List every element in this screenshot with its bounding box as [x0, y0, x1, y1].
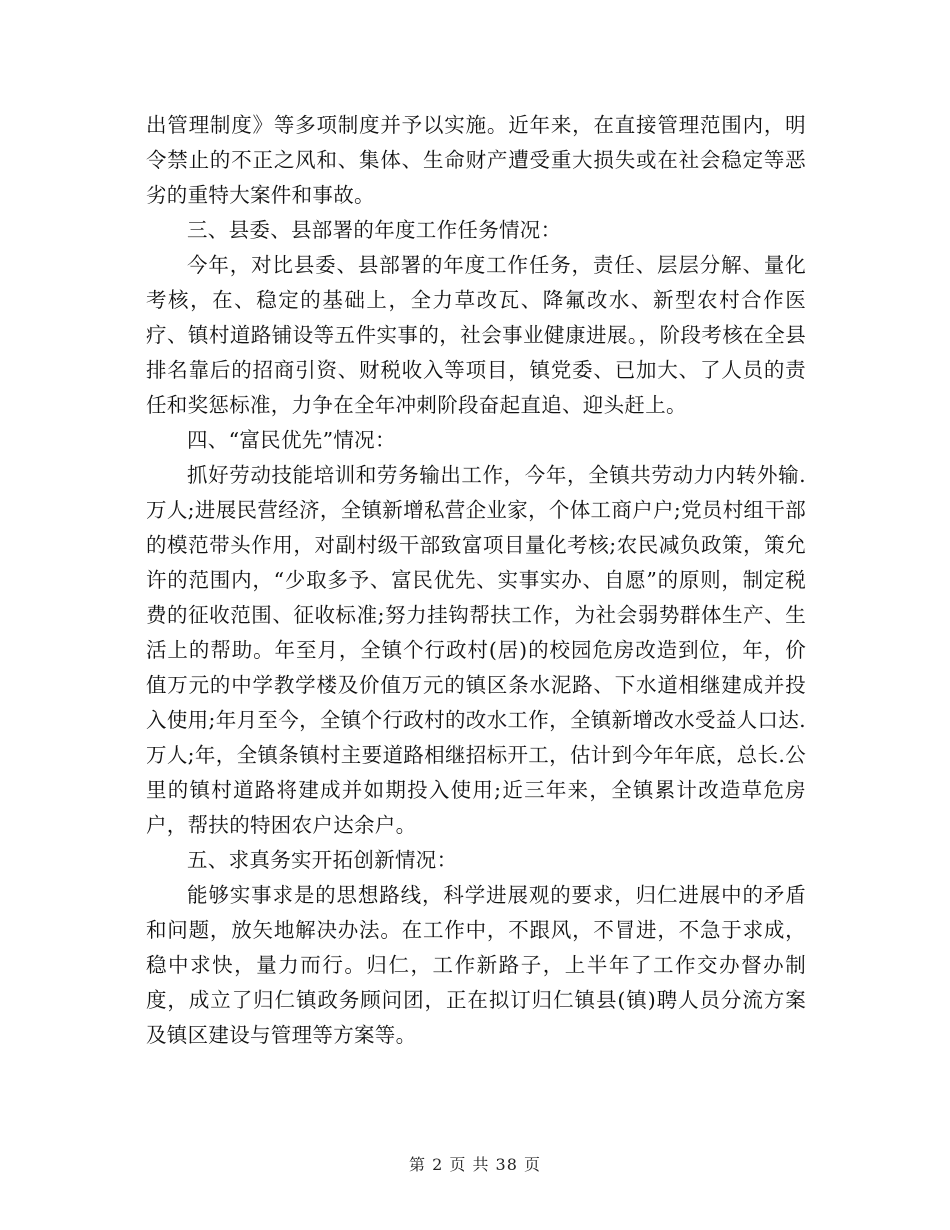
- page-number-footer: 第 2 页 共 38 页: [409, 1155, 541, 1174]
- section-heading-3: 三、县委、县部署的年度工作任务情况：: [187, 218, 562, 242]
- section-heading-4: 四、“富民优先”情况：: [187, 428, 396, 452]
- paragraph-annual-tasks: 今年，对比县委、县部署的年度工作任务，责任、层层分解、量化考核，在、稳定的基础上，全力草改瓦、降氟改水、新型农村合作医疗、镇村道路铺设等五件实事的，社会事业健康进展。，阶段考核在全县排名靠后的招商引资、财税收入等项目，镇党委、已加大、了人员的责任和奖惩标准，力争在全年冲刺阶段奋起直追、迎头赶上。: [146, 253, 806, 417]
- document-body: [146, 108, 806, 1053]
- paragraph-enrich-people: 抓好劳动技能培训和劳务输出工作，今年，全镇共劳动力内转外输.万人;进展民营经济，全镇新增私营企业家，个体工商户户;党员村组干部的模范带头作用，对副村级干部致富项目量化考核;农民减负政策，策允许的范围内，“少取多予、富民优先、实事实办、自愿”的原则，制定税费的征收范围、征收标准;努力挂钩帮扶工作，为社会弱势群体生产、生活上的帮助。年至月，全镇个行政村(居)的校园危房改造到位，年，价值万元的中学教学楼及价值万元的镇区条水泥路、下水道相继建成并投入使用;年月至今，全镇个行政村的改水工作，全镇新增改水受益人口达.万人;年，全镇条镇村主要道路相继招标开工，估计到今年年底，总长.公里的镇村道路将建成并如期投入使用;近三年来，全镇累计改造草危房户，帮扶的特困农户达余户。: [146, 463, 806, 837]
- paragraph-continuation: 出管理制度》等多项制度并予以实施。近年来，在直接管理范围内，明令禁止的不正之风和、集体、生命财产遭受重大损失或在社会稳定等恶劣的重特大案件和事故。: [146, 113, 806, 207]
- paragraph-innovation: 能够实事求是的思想路线，科学进展观的要求，归仁进展中的矛盾和问题，放矢地解决办法。在工作中，不跟风，不冒进，不急于求成，稳中求快，量力而行。归仁，工作新路子，上半年了工作交办督办制度，成立了归仁镇政务顾问团，正在拟订归仁镇县(镇)聘人员分流方案及镇区建设与管理等方案等。: [146, 883, 806, 1047]
- section-heading-5: 五、求真务实开拓创新情况：: [187, 848, 458, 872]
